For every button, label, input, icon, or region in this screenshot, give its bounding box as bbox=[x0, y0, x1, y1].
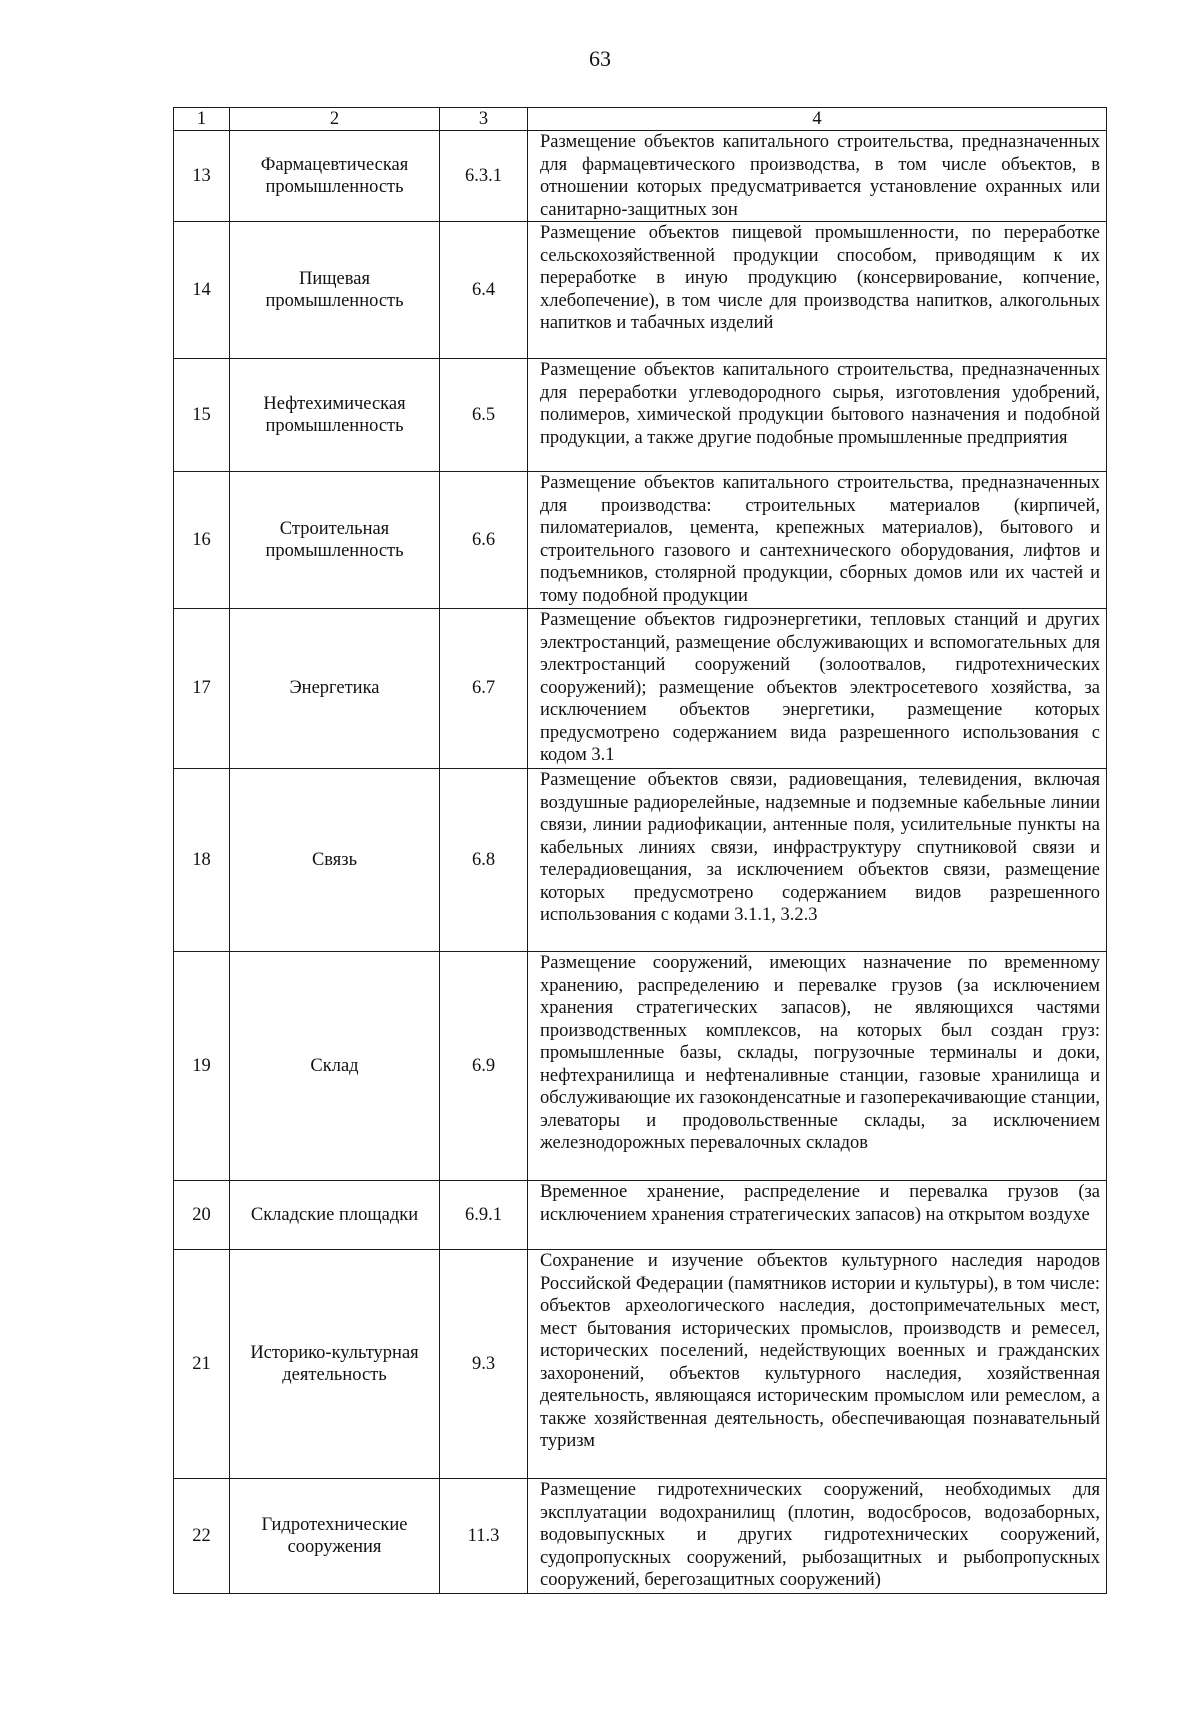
use-type-name: Складские площадки bbox=[230, 1181, 440, 1250]
use-type-name: Строительная промышленность bbox=[230, 472, 440, 609]
row-number: 15 bbox=[174, 359, 230, 472]
land-use-table bbox=[173, 107, 1107, 1594]
header-col-1: 1 bbox=[174, 108, 230, 131]
use-type-description: Размещение объектов капитального строительства, предназначенных для переработки углеводородного сырья, изготовления удобрений, полимеров, химической продукции бытового назначения и подобной продукции, а также другие подобные промышленные предприятия bbox=[528, 359, 1107, 472]
row-number: 22 bbox=[174, 1479, 230, 1594]
header-col-4: 4 bbox=[528, 108, 1107, 131]
use-type-code: 6.9.1 bbox=[440, 1181, 528, 1250]
use-type-code: 11.3 bbox=[440, 1479, 528, 1594]
use-type-code: 6.8 bbox=[440, 769, 528, 952]
row-number: 16 bbox=[174, 472, 230, 609]
table-row bbox=[174, 472, 1107, 609]
use-type-name: Связь bbox=[230, 769, 440, 952]
table-row bbox=[174, 359, 1107, 472]
table-row bbox=[174, 1181, 1107, 1250]
page-number: 63 bbox=[589, 46, 611, 71]
use-type-name: Гидротехнические сооружения bbox=[230, 1479, 440, 1594]
use-type-code: 6.7 bbox=[440, 609, 528, 769]
use-type-name: Нефтехимическая промышленность bbox=[230, 359, 440, 472]
use-type-code: 9.3 bbox=[440, 1250, 528, 1479]
use-type-description: Размещение объектов связи, радиовещания, телевидения, включая воздушные радиорелейные, надземные и подземные кабельные линии связи, линии радиофикации, антенные поля, усилительные пункты на кабельных линиях связи, инфраструктуру спутниковой связи и телерадиовещания, за исключением объектов связи, размещение которых предусмотрено содержанием видов разрешенного использования с кодами 3.1.1, 3.2.3 bbox=[528, 769, 1107, 952]
use-type-code: 6.4 bbox=[440, 222, 528, 359]
use-type-description: Размещение объектов капитального строительства, предназначенных для фармацевтического производства, в том числе объектов, в отношении которых предусматривается установление охранных или санитарно-защитных зон bbox=[528, 131, 1107, 222]
use-type-description: Размещение объектов пищевой промышленности, по переработке сельскохозяйственной продукции способом, приводящим к их переработке в иную продукцию (консервирование, копчение, хлебопечение), в том числе для производства напитков, алкогольных напитков и табачных изделий bbox=[528, 222, 1107, 359]
use-type-name: Пищевая промышленность bbox=[230, 222, 440, 359]
table-row bbox=[174, 222, 1107, 359]
row-number: 17 bbox=[174, 609, 230, 769]
header-col-2: 2 bbox=[230, 108, 440, 131]
table-row bbox=[174, 952, 1107, 1181]
use-type-description: Размещение сооружений, имеющих назначение по временному хранению, распределению и перевалке грузов (за исключением хранения стратегических запасов), не являющихся частями производственных комплексов, на которых был создан груз: промышленные базы, склады, погрузочные терминалы и доки, нефтехранилища и нефтеналивные станции, газовые хранилища и обслуживающие их газоконденсатные и газоперекачивающие станции, элеваторы и продовольственные склады, за исключением железнодорожных перевалочных складов bbox=[528, 952, 1107, 1181]
row-number: 21 bbox=[174, 1250, 230, 1479]
row-number: 13 bbox=[174, 131, 230, 222]
use-type-name: Фармацевтическая промышленность bbox=[230, 131, 440, 222]
row-number: 18 bbox=[174, 769, 230, 952]
table-row bbox=[174, 769, 1107, 952]
use-type-code: 6.5 bbox=[440, 359, 528, 472]
use-type-description: Размещение объектов капитального строительства, предназначенных для производства: строительных материалов (кирпичей, пиломатериалов, цемента, крепежных материалов), бытового и строительного газового и сантехнического оборудования, лифтов и подъемников, столярной продукции, сборных домов или их частей и тому подобной продукции bbox=[528, 472, 1107, 609]
row-number: 14 bbox=[174, 222, 230, 359]
table-row bbox=[174, 609, 1107, 769]
use-type-description: Размещение гидротехнических сооружений, необходимых для эксплуатации водохранилищ (плотин, водосбросов, водозаборных, водовыпускных и других гидротехнических сооружений, судопропускных сооружений, рыбозащитных и рыбопропускных сооружений, берегозащитных сооружений) bbox=[528, 1479, 1107, 1594]
row-number: 19 bbox=[174, 952, 230, 1181]
use-type-code: 6.3.1 bbox=[440, 131, 528, 222]
use-type-code: 6.9 bbox=[440, 952, 528, 1181]
use-type-name: Склад bbox=[230, 952, 440, 1181]
use-type-description: Размещение объектов гидроэнергетики, тепловых станций и других электростанций, размещение обслуживающих и вспомогательных для электростанций сооружений (золоотвалов, гидротехнических сооружений); размещение объектов электросетевого хозяйства, за исключением объектов энергетики, размещение которых предусмотрено содержанием вида разрешенного использования с кодом 3.1 bbox=[528, 609, 1107, 769]
use-type-description: Сохранение и изучение объектов культурного наследия народов Российской Федерации (памятников истории и культуры), в том числе: объектов археологического наследия, достопримечательных мест, мест бытования исторических промыслов, производств и ремесел, исторических поселений, недействующих военных и гражданских захоронений, объектов культурного наследия, хозяйственная деятельность, являющаяся историческим промыслом или ремеслом, а также хозяйственная деятельность, обеспечивающая познавательный туризм bbox=[528, 1250, 1107, 1479]
use-type-name: Энергетика bbox=[230, 609, 440, 769]
table-row bbox=[174, 1250, 1107, 1479]
table-row bbox=[174, 131, 1107, 222]
row-number: 20 bbox=[174, 1181, 230, 1250]
use-type-description: Временное хранение, распределение и перевалка грузов (за исключением хранения стратегических запасов) на открытом воздухе bbox=[528, 1181, 1107, 1250]
header-col-3: 3 bbox=[440, 108, 528, 131]
use-type-name: Историко-культурная деятельность bbox=[230, 1250, 440, 1479]
header-row bbox=[174, 108, 1107, 131]
use-type-code: 6.6 bbox=[440, 472, 528, 609]
table-row bbox=[174, 1479, 1107, 1594]
